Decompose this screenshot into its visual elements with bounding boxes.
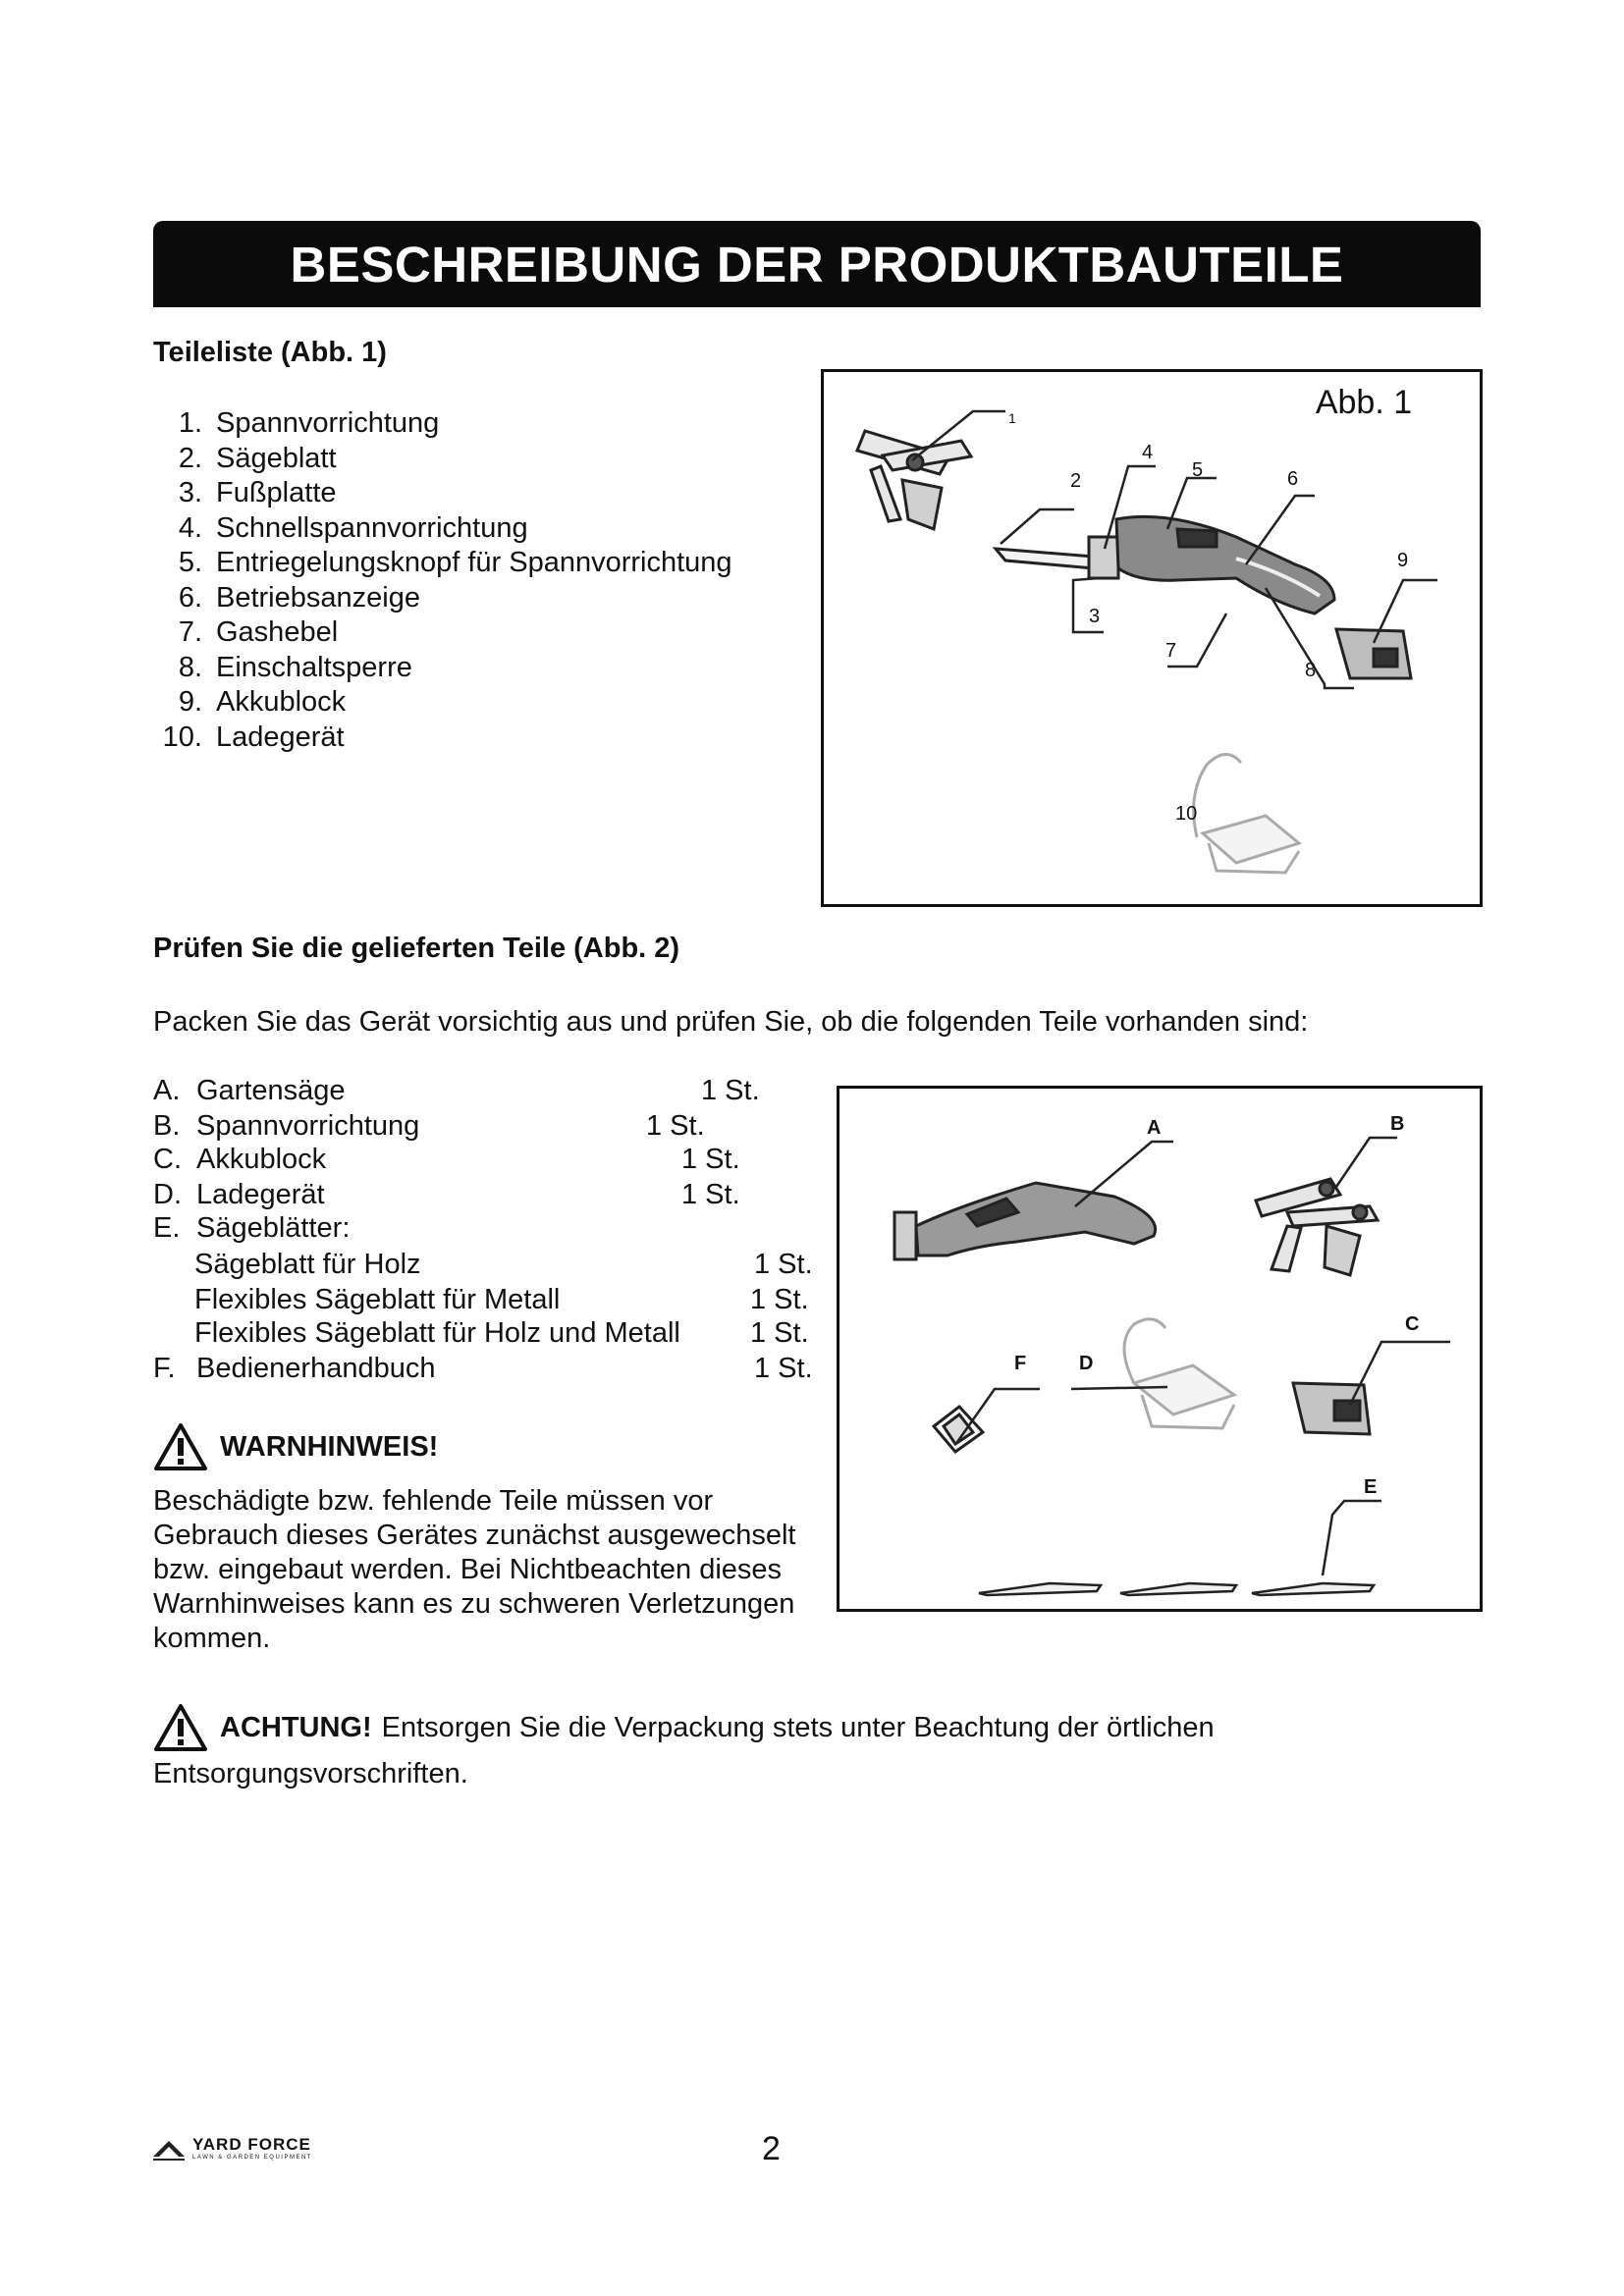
delivery-subitem: Sägeblatt für Holz: [194, 1249, 421, 1280]
brand-name: YARD FORCE: [192, 2135, 311, 2154]
callout-9: 9: [1397, 550, 1409, 571]
warning-line: Gebrauch dieses Gerätes zunächst ausgewechselt: [153, 1520, 796, 1551]
list-item: 3. Fußplatte: [178, 477, 337, 508]
section-title-banner: [153, 221, 1481, 307]
delivery-subitem: Flexibles Sägeblatt für Holz und Metall: [194, 1317, 680, 1349]
figure-2-illustration: [839, 1089, 1480, 1609]
caution-line: [153, 1702, 1215, 1753]
parts-list-heading: Teileliste (Abb. 1): [153, 337, 387, 368]
callout-b: B: [1390, 1113, 1405, 1135]
delivery-heading: Prüfen Sie die gelieferten Teile (Abb. 2): [153, 933, 680, 964]
blades-illustration: [979, 1583, 1374, 1595]
delivery-subqty: 1 St.: [750, 1284, 809, 1315]
caution-title: ACHTUNG!: [220, 1711, 372, 1743]
callout-a: A: [1147, 1117, 1162, 1139]
brand-tagline: LAWN & GARDEN EQUIPMENT: [192, 2155, 312, 2161]
delivery-subitem: Flexibles Sägeblatt für Metall: [194, 1284, 561, 1315]
callout-8: 8: [1305, 660, 1317, 681]
delivery-item-d: D. Ladegerät: [153, 1179, 325, 1210]
list-item: 4. Schnellspannvorrichtung: [178, 511, 528, 544]
callout-c: C: [1405, 1313, 1420, 1335]
warning-heading: [153, 1421, 438, 1472]
charger-illustration: [1194, 754, 1299, 873]
manual-illustration: [934, 1407, 983, 1452]
delivery-qty-d: 1 St.: [681, 1179, 740, 1210]
list-item: 6. Betriebsanzeige: [178, 581, 420, 614]
charger-illustration: [1124, 1319, 1234, 1428]
warning-triangle-icon: [153, 1702, 208, 1753]
delivery-subqty: 1 St.: [754, 1249, 813, 1280]
callout-d: D: [1079, 1353, 1094, 1374]
figure-2: [837, 1086, 1483, 1612]
callout-10: 10: [1175, 803, 1198, 825]
callout-4: 4: [1142, 442, 1154, 463]
callout-e: E: [1364, 1476, 1378, 1498]
list-item: 5. Entriegelungsknopf für Spannvorrichtung: [178, 547, 732, 578]
battery-illustration: [1336, 629, 1411, 678]
warning-title: WARNHINWEIS!: [220, 1430, 439, 1463]
warning-line: bzw. eingebaut werden. Bei Nichtbeachten dieses: [153, 1554, 783, 1585]
callout-1: 1: [1008, 410, 1016, 426]
caution-text: Entsorgen Sie die Verpackung stets unter Beachtung der örtlichen: [381, 1711, 1215, 1743]
callout-5: 5: [1192, 459, 1204, 481]
page-number: 2: [762, 2130, 781, 2167]
warning-line: Warnhinweises kann es zu schweren Verletzungen: [153, 1588, 795, 1620]
list-item: 7. Gashebel: [178, 616, 339, 648]
delivery-qty-b: 1 St.: [646, 1110, 705, 1142]
figure-1-illustration: [824, 372, 1480, 904]
callout-3: 3: [1089, 606, 1101, 627]
list-item: 9. Akkublock: [178, 686, 347, 718]
parts-list: [153, 406, 732, 755]
saw-illustration: [894, 1183, 1156, 1259]
saw-illustration: [996, 516, 1334, 614]
callout-2: 2: [1070, 470, 1082, 492]
delivery-qty-f: 1 St.: [754, 1353, 813, 1384]
list-item: 2. Sägeblatt: [178, 442, 337, 474]
yard-force-logo-icon: [151, 2137, 187, 2161]
clamp-illustration: [857, 431, 971, 529]
delivery-subqty: 1 St.: [750, 1317, 809, 1349]
delivery-item-f: F. Bedienerhandbuch: [153, 1353, 436, 1384]
warning-text: [153, 1484, 831, 1656]
clamp-illustration: [1256, 1179, 1378, 1275]
warning-line: Beschädigte bzw. fehlende Teile müssen vor: [153, 1485, 714, 1517]
delivery-item-b: B. Spannvorrichtung: [153, 1110, 420, 1142]
list-item: 1. Spannvorrichtung: [178, 407, 440, 439]
callout-f: F: [1014, 1353, 1027, 1374]
brand-logo: [151, 2136, 312, 2161]
list-item: 8. Einschaltsperre: [178, 651, 412, 683]
delivery-qty-a: 1 St.: [701, 1075, 760, 1106]
delivery-item-e: E. Sägeblätter:: [153, 1212, 351, 1244]
section-title: BESCHREIBUNG DER PRODUKTBAUTEILE: [290, 236, 1344, 293]
delivery-qty-c: 1 St.: [681, 1144, 740, 1175]
callout-7: 7: [1165, 640, 1177, 662]
callout-6: 6: [1287, 468, 1299, 490]
warning-line: kommen.: [153, 1623, 271, 1654]
delivery-intro: Packen Sie das Gerät vorsichtig aus und prüfen Sie, ob die folgenden Teile vorhanden sind:: [153, 1006, 1309, 1038]
figure-1-title: Abb. 1: [1315, 384, 1413, 421]
delivery-item-c: C. Akkublock: [153, 1144, 327, 1175]
delivery-item-a: A. Gartensäge: [153, 1075, 346, 1106]
warning-triangle-icon: [153, 1421, 208, 1472]
list-item: 10. Ladegerät: [162, 721, 345, 753]
figure-1: [821, 369, 1483, 907]
caution-text-continued: Entsorgungsvorschriften.: [153, 1758, 468, 1789]
